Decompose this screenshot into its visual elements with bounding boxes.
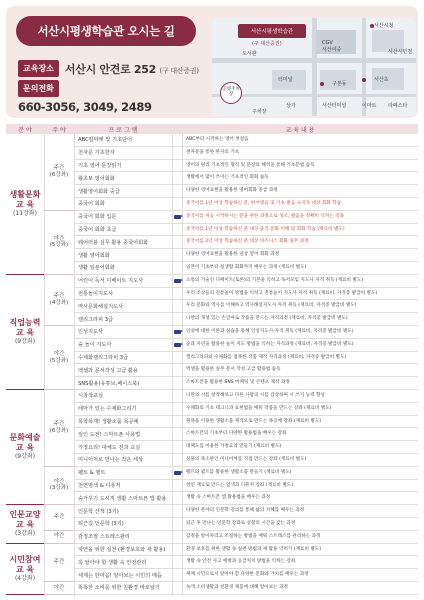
program-name: 기초 영어 문장읽기 bbox=[78, 162, 122, 169]
table-row bbox=[74, 505, 418, 518]
program-name: 똑똑한 소비를 위한 친환경 바로알기 bbox=[78, 585, 160, 592]
program-name: 미니어처로 만나는 작은 세상 bbox=[78, 457, 144, 464]
program-description: 다양한 분야의 인문학 강의를 통해 삶의 지혜를 배우는 과정 bbox=[186, 508, 305, 514]
program-name: 숲가꾸기 도시직 생활 스마트폰 앱 활용 bbox=[78, 495, 167, 502]
parking-circle: 공영주차장 bbox=[220, 82, 242, 104]
category-count: (3강좌) bbox=[14, 530, 36, 538]
session-cell: 야간 (3강좌) bbox=[44, 467, 74, 505]
table-row bbox=[74, 390, 418, 403]
table-header bbox=[6, 124, 418, 134]
location-label: 교육장소 bbox=[18, 60, 59, 77]
program-description: 환경 보호를 위한 생활 속 실천 방법과 새 활용 익히기 (재료비 별도) bbox=[186, 546, 322, 552]
header-content: 교 육 내 용 bbox=[285, 126, 315, 134]
program-name: 퇴근길 인문학 (3기) bbox=[78, 521, 124, 528]
header-field: 분 야 bbox=[18, 126, 32, 134]
program-description: 감정을 알아차리고 조절하는 방법을 배워 스트레스를 관리하는 과정 bbox=[186, 533, 321, 539]
program-description: 나만의 개성 있는 손글씨로 작품을 만드는 자격과정 (재료비, 자격증 발급비 별도) bbox=[186, 316, 348, 322]
online-icon-cell bbox=[172, 505, 182, 517]
phone-number: 660-3056, 3049, 2489 bbox=[18, 100, 152, 114]
online-icon-cell bbox=[172, 582, 182, 594]
session-cell: 야간 (5강좌) bbox=[44, 211, 74, 275]
program-description: 우리 문화와 역사를 이해하고 역사해설지도사 자격 취득 (재료비, 자격증 발급비 별도) bbox=[186, 303, 357, 309]
table-row bbox=[74, 147, 418, 160]
map-label: 상가 bbox=[286, 103, 296, 109]
table-row bbox=[74, 198, 418, 211]
table-row bbox=[74, 454, 418, 467]
program-name: 어린이 독서 디베이트 지도사 bbox=[78, 278, 144, 285]
program-description: 중국어를 2년 이상 학습하신 분 대상 비즈니스 회화 실무 과정 bbox=[186, 239, 309, 245]
program-name: 생활영어회화 중급 bbox=[78, 188, 120, 195]
map-label: CGV bbox=[322, 40, 333, 46]
program-name: 시창작교실 bbox=[78, 393, 104, 400]
contact-row bbox=[18, 80, 65, 97]
online-icon-cell bbox=[172, 492, 182, 504]
program-name: 테마가 있는 수제화그리기 bbox=[78, 406, 137, 413]
online-icon-cell bbox=[172, 326, 182, 338]
program-name: 엑셀과 문서작성 고급 활용 bbox=[78, 367, 139, 374]
table-row bbox=[74, 172, 418, 185]
program-name: 중국어 회화 입문 bbox=[78, 214, 117, 221]
online-icon-cell bbox=[172, 364, 182, 376]
program-description: 수채화의 기초 테크닉과 표현법을 배워 작품을 만드는 강좌 (재료비 별도) bbox=[186, 405, 332, 411]
table-row bbox=[74, 185, 418, 198]
program-description: 세계 시민으로서 알아야 할 다양한 문화와 가치를 배우는 과정 bbox=[186, 572, 309, 578]
table-row bbox=[74, 492, 418, 505]
table-row bbox=[74, 288, 418, 301]
program-name: 천연염색 & 디퓨저 bbox=[78, 482, 121, 489]
session-cell: 주간 (6강좌) bbox=[44, 390, 74, 467]
online-icon-cell bbox=[172, 262, 182, 274]
video-camera-icon bbox=[174, 330, 181, 334]
program-description: 숲과 자연을 활용한 놀이 지도 방법을 익히는 자격과정 (재료비, 자격증 발급비 별도) bbox=[186, 341, 354, 347]
online-icon-cell bbox=[172, 518, 182, 530]
table-row bbox=[74, 134, 418, 147]
program-description: 녹색 소비생활과 친환경 제품에 대해 알아보는 과정 bbox=[186, 585, 288, 591]
map-pin-icon bbox=[320, 82, 324, 86]
video-camera-icon bbox=[174, 343, 181, 347]
online-icon-cell bbox=[172, 339, 182, 351]
program-description: ABC부터 시작하는 영어 첫걸음 bbox=[186, 137, 249, 143]
program-description: 나만의 시를 창작해보고 다른 사람의 시를 감상하며 시 쓰기 능력 향상 bbox=[186, 393, 325, 399]
program-description: 원목을 이용한 생활소품 제작으로 만드는 목공예 강좌 (재료비 별도) bbox=[186, 418, 322, 424]
table-row bbox=[74, 428, 418, 441]
program-name: 천자문 기초한자 bbox=[78, 150, 115, 157]
online-icon-cell bbox=[172, 249, 182, 261]
program-name: ABC칼파벳 및 기초단어 bbox=[78, 137, 133, 144]
online-icon-cell bbox=[172, 134, 182, 146]
program-name: 생활 일본어회화 bbox=[78, 265, 115, 272]
table-row bbox=[74, 480, 418, 493]
program-description: 인성에 대한 이론과 실습을 통해 인성지도사 자격 취득 (재료비, 자격증 발급비 별도) bbox=[186, 329, 354, 335]
video-camera-icon bbox=[174, 215, 181, 219]
program-name: 생활 영어회화 bbox=[78, 252, 110, 259]
program-description: 엑셀을 활용한 실무 문서 작성 고급 활용법 습득 bbox=[186, 367, 281, 373]
program-description: 일본어 기초부터 실생활 회화까지 배우는 과정 (재료비 별도) bbox=[186, 265, 307, 271]
online-icon-cell bbox=[172, 416, 182, 428]
address-text: 서산시 안견로 252 (구 대산증권) bbox=[64, 62, 199, 76]
category-count: (9강좌) bbox=[14, 453, 36, 461]
table-row bbox=[74, 249, 418, 262]
category-count: (9강좌) bbox=[14, 338, 36, 346]
map-label: 서산초 bbox=[374, 77, 389, 83]
online-icon-cell bbox=[172, 160, 182, 172]
program-description: 스마트폰의 기초부터 다양한 활용법을 배우는 강좌 bbox=[186, 431, 287, 437]
session-cell: 야간 bbox=[44, 582, 74, 595]
program-name: 전통놀이지도사 bbox=[78, 290, 114, 297]
program-name: 인성지도사 bbox=[78, 329, 104, 336]
program-description: 캘리그라피와 수채화를 접목한 작품 제작 자격과정 (재료비, 자격증 발급비 별도) bbox=[186, 354, 347, 360]
table-row bbox=[74, 236, 418, 249]
table-row bbox=[74, 364, 418, 377]
program-name: 웨어러블 실무 활용 중국어회화 bbox=[78, 239, 149, 246]
program-description: 생활에서 많이 쓰이는 기초적인 회화 습득 bbox=[186, 175, 269, 181]
video-camera-icon bbox=[174, 279, 181, 283]
online-icon-cell bbox=[172, 441, 182, 453]
program-name: 수채화캘리그라피 3급 bbox=[78, 354, 129, 361]
online-icon-cell bbox=[172, 544, 182, 556]
table-row bbox=[74, 467, 418, 480]
online-icon-cell bbox=[172, 172, 182, 184]
online-icon-cell bbox=[172, 556, 182, 568]
page-title: 서산시평생학습관 오시는 길 bbox=[16, 16, 196, 46]
map-label: 주차장 bbox=[252, 109, 267, 115]
location-map bbox=[212, 18, 416, 116]
program-name: 역사문화해설지도사 bbox=[78, 303, 124, 310]
program-name: 목학목재! 생활소품 목공예 bbox=[78, 418, 139, 425]
map-label: 서산터미널 bbox=[322, 103, 347, 109]
category-cell: 시민참여 교 육 (4강좌) bbox=[6, 544, 44, 595]
map-building-sub: (구 대산증권) bbox=[252, 41, 282, 47]
program-description: 소통의 기술인 디베이트(토론)의 기본을 익히고 독서모임 지도사 자격 취득 (재료비 별도) bbox=[186, 277, 364, 283]
session-cell: 주간 (6강좌) bbox=[44, 134, 74, 211]
table-row bbox=[74, 262, 418, 275]
category-cell: 문화예술 교 육 (9강좌) bbox=[6, 390, 44, 505]
map-pin-icon bbox=[370, 24, 374, 28]
map-pin-icon bbox=[362, 78, 366, 82]
program-name: 자연을 위한 실천 (환경보호와 새 활용) bbox=[78, 546, 166, 553]
table-row bbox=[74, 582, 418, 595]
table-row bbox=[74, 211, 418, 224]
category-cell: 인문교양 교 육 (3강좌) bbox=[6, 505, 44, 543]
table-row bbox=[74, 313, 418, 326]
online-icon-cell bbox=[172, 454, 182, 466]
online-icon-cell bbox=[172, 390, 182, 402]
category-count: (11강좌) bbox=[13, 210, 37, 218]
program-name: 세계는 한마음! 알아보는 시민의 매듭 bbox=[78, 572, 162, 579]
location-row bbox=[18, 60, 199, 77]
online-icon-cell bbox=[172, 224, 182, 236]
contact-label: 문의전화 bbox=[18, 80, 59, 97]
table-row bbox=[74, 518, 418, 531]
program-description: 대체도를 이용한 가정요리 만들기 (재료비 별도) bbox=[186, 444, 282, 450]
map-label: 터미널 bbox=[278, 77, 293, 83]
map-label: 서산시민천 bbox=[388, 49, 413, 55]
map-label: 라페스타 bbox=[388, 103, 408, 109]
online-icon-cell bbox=[172, 147, 182, 159]
online-icon-cell bbox=[172, 185, 182, 197]
map-label: 도서관 bbox=[242, 51, 257, 57]
program-name: 가정요리! 대체도 전과 교실 bbox=[78, 444, 141, 451]
table-row bbox=[74, 441, 418, 454]
online-icon-cell bbox=[172, 352, 182, 364]
program-description: 천연 재료로 만드는 염색과 디퓨저 강좌 (재료비 별도) bbox=[186, 482, 293, 488]
session-cell: 주간 (4강좌) bbox=[44, 275, 74, 326]
program-description: 중국어를 1년 이상 학습하신 분, 한어병음 및 기초 발음 숙지자 대상 회화 학습 bbox=[186, 201, 342, 207]
online-icon-cell bbox=[172, 428, 182, 440]
program-name: SNS활용(유튜브,페이스북) bbox=[78, 380, 140, 387]
program-name: 인문학 산책 (3기) bbox=[78, 508, 119, 515]
table-row bbox=[74, 224, 418, 237]
video-camera-icon bbox=[174, 471, 181, 475]
program-description: 펠트와 퀼트를 활용한 생활소품 만들기 (재료비 별도) bbox=[186, 469, 292, 475]
header-program: 프 로 그 램 bbox=[108, 126, 138, 134]
program-description: 실물의 축소판인 미니어처를 직접 만드는 강좌 (재료비 별도) bbox=[186, 457, 307, 463]
program-description: 영어의 원리 기초적인 형식 및 문장의 해석을 통해 기초문법 습득 bbox=[186, 162, 315, 168]
program-name: 왕초보 영어회화 bbox=[78, 175, 115, 182]
header-panel bbox=[6, 6, 418, 118]
address-note: (구 대산증권) bbox=[159, 66, 199, 75]
table-row bbox=[74, 544, 418, 557]
online-icon-cell bbox=[172, 467, 182, 479]
program-description: 생활 속 스마트폰 앱 활용법을 배우는 과정 bbox=[186, 495, 271, 501]
program-description: 생활 속 안전 사고 예방과 응급처치 방법을 익히는 강좌 bbox=[186, 559, 296, 565]
online-icon-cell bbox=[172, 313, 182, 325]
program-name: 펠트 & 퀼트 bbox=[78, 470, 106, 477]
table-row bbox=[74, 160, 418, 173]
category-cell: 직업능력 교 육 (9강좌) bbox=[6, 275, 44, 390]
program-description: 스마트폰을 활용한 SNS 마케팅 및 콘텐츠 제작 과정 bbox=[186, 380, 290, 386]
table-row bbox=[74, 326, 418, 339]
program-description: 퇴근 후 만나는 인문학 강좌로 성찰의 시간을 갖는 과정 bbox=[186, 521, 296, 527]
program-name: 감정조절 스트레스관리 bbox=[78, 534, 130, 541]
table-row bbox=[74, 300, 418, 313]
online-icon-cell bbox=[172, 236, 182, 248]
table-row bbox=[74, 569, 418, 582]
online-icon-cell bbox=[172, 275, 182, 287]
table-row bbox=[74, 556, 418, 569]
program-name: 일인 도전! 스마트폰 사용법 bbox=[78, 431, 141, 438]
program-description: 다양한 영어표현을 활용한 영어회화 중급 과정 bbox=[186, 188, 278, 194]
program-description: 우리 조상들의 전통놀이 방법을 익히고 전통놀이 지도사 자격 취득 (재료비, 자격증 발급비 별도) bbox=[186, 290, 378, 296]
online-icon-cell bbox=[172, 569, 182, 581]
program-name: 캘리그라피 3급 bbox=[78, 316, 114, 323]
program-table bbox=[6, 124, 418, 596]
session-cell: 야간 (5강좌) bbox=[44, 326, 74, 390]
program-description: 중국어를 처음 시작하시는 분을 위한 과정으로 성조, 발음을 정확히 익히는 강좌 bbox=[186, 213, 345, 219]
program-description: 다양한 영어표현을 활용한 일상 영어 회화 과정 bbox=[186, 252, 280, 258]
table-row bbox=[74, 275, 418, 288]
online-icon-cell bbox=[172, 403, 182, 415]
map-label: 구본동 bbox=[332, 81, 347, 87]
program-description: 중국어를 1년 이상 학습하신 분 대상 중국 문화 이해 및 회화 학습 (재료비 별도) bbox=[186, 226, 345, 232]
header-icon bbox=[172, 124, 182, 134]
map-label: 서산여중 bbox=[322, 47, 342, 53]
table-row bbox=[74, 531, 418, 544]
online-icon-cell bbox=[172, 480, 182, 492]
program-name: 숲 놀이 지도사 bbox=[78, 342, 112, 349]
table-row bbox=[74, 377, 418, 390]
table-row bbox=[74, 416, 418, 429]
session-cell: 주간 bbox=[44, 505, 74, 531]
map-label: 이마트 bbox=[362, 103, 377, 109]
online-icon-cell bbox=[172, 531, 182, 543]
table-row bbox=[74, 403, 418, 416]
map-label: 서산시청 bbox=[374, 23, 394, 29]
session-cell: 야간 bbox=[44, 531, 74, 544]
online-icon-cell bbox=[172, 198, 182, 210]
table-row bbox=[74, 352, 418, 365]
program-name: 꼭 알아야 할 생활 속 안전관리 bbox=[78, 559, 147, 566]
online-icon-cell bbox=[172, 300, 182, 312]
program-name: 중국어 회화 bbox=[78, 201, 105, 208]
map-building-marker: 서산시평생학습관 bbox=[238, 24, 306, 38]
online-icon-cell bbox=[172, 211, 182, 223]
header-session: 주 야 bbox=[52, 126, 66, 134]
category-count: (4강좌) bbox=[14, 574, 36, 582]
table-row bbox=[74, 339, 418, 352]
online-icon-cell bbox=[172, 377, 182, 389]
program-description: 천자문을 통한 한자의 기초 bbox=[186, 149, 240, 155]
category-cell: 생활문화 교 육 (11강좌) bbox=[6, 134, 44, 275]
online-icon-cell bbox=[172, 288, 182, 300]
program-name: 중국어 회화 초급 bbox=[78, 226, 117, 233]
session-cell: 주간 bbox=[44, 544, 74, 582]
